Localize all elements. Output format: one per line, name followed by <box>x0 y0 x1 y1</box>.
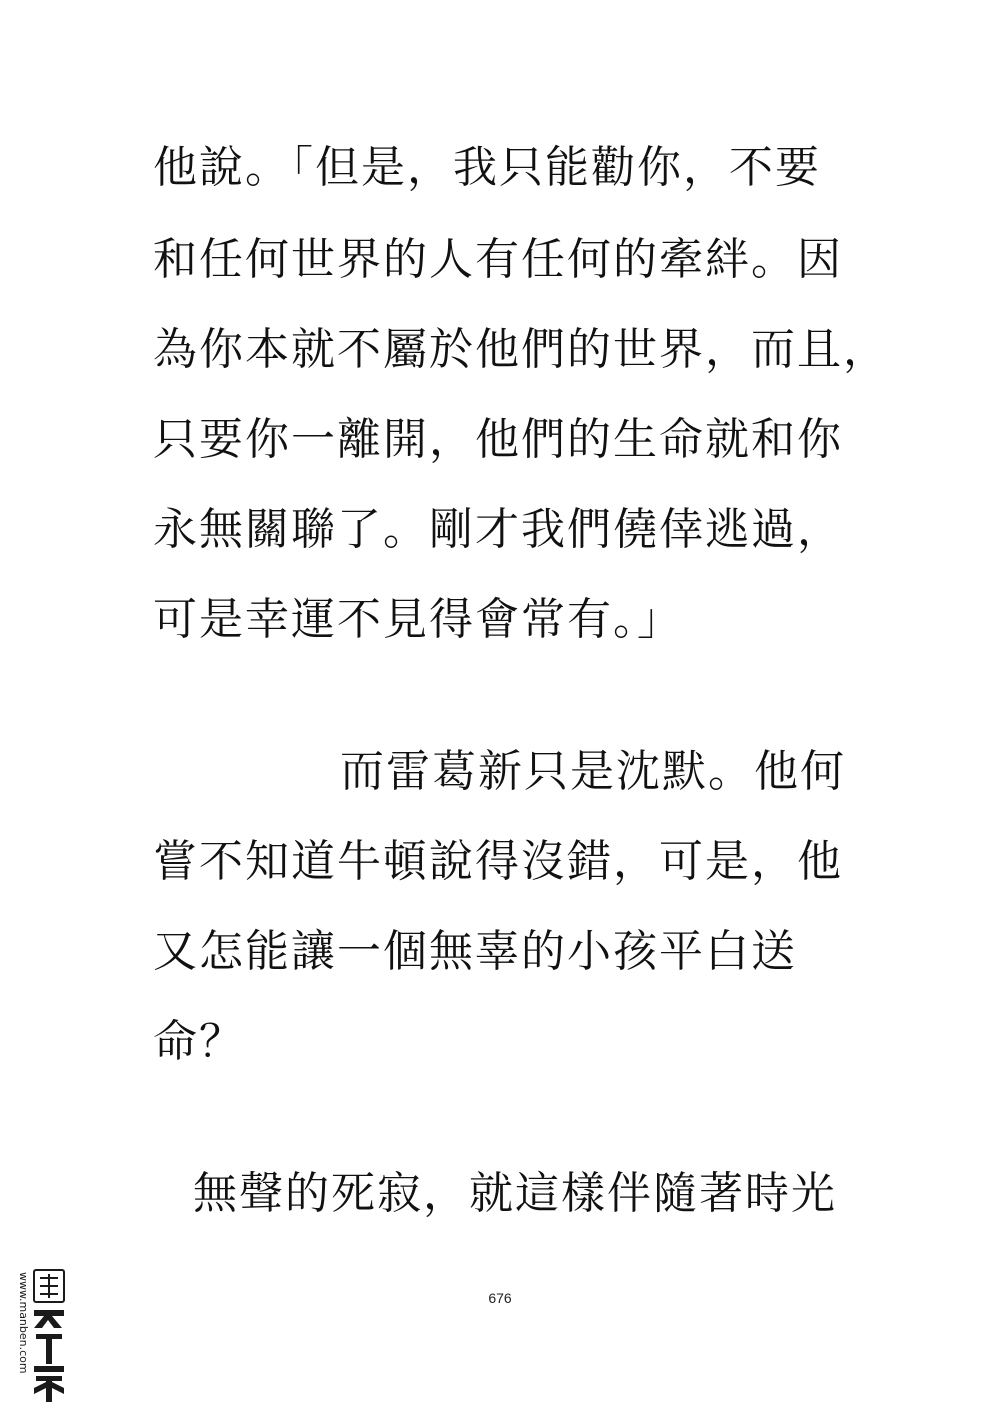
text-line-7: 而雷葛新只是沈默。他何 <box>340 746 846 797</box>
site-watermark-logo <box>4 1262 70 1412</box>
text-line-9: 又怎能讓一個無辜的小孩平白送 <box>153 926 797 977</box>
text-line-2: 和任何世界的人有任何的牽絆。因 <box>153 234 843 285</box>
text-line-10: 命？ <box>153 1016 245 1067</box>
watermark-url: www.manben.com <box>17 1272 30 1374</box>
text-line-1: 他說。「但是，我只能勸你，不要 <box>153 142 821 193</box>
text-line-5: 永無關聯了。剛才我們僥倖逃過， <box>153 504 843 555</box>
text-line-8: 嘗不知道牛頓說得沒錯，可是，他 <box>153 836 843 887</box>
page-number: 676 <box>488 1290 512 1306</box>
text-line-4: 只要你一離開，他們的生命就和你 <box>153 414 843 465</box>
text-line-6: 可是幸運不見得會常有。」 <box>153 594 683 645</box>
watermark-logo-icon <box>4 1262 70 1412</box>
text-line-3: 為你本就不屬於他們的世界，而且， <box>153 324 889 375</box>
text-line-11: 無聲的死寂，就這樣伴隨著時光 <box>193 1168 837 1219</box>
